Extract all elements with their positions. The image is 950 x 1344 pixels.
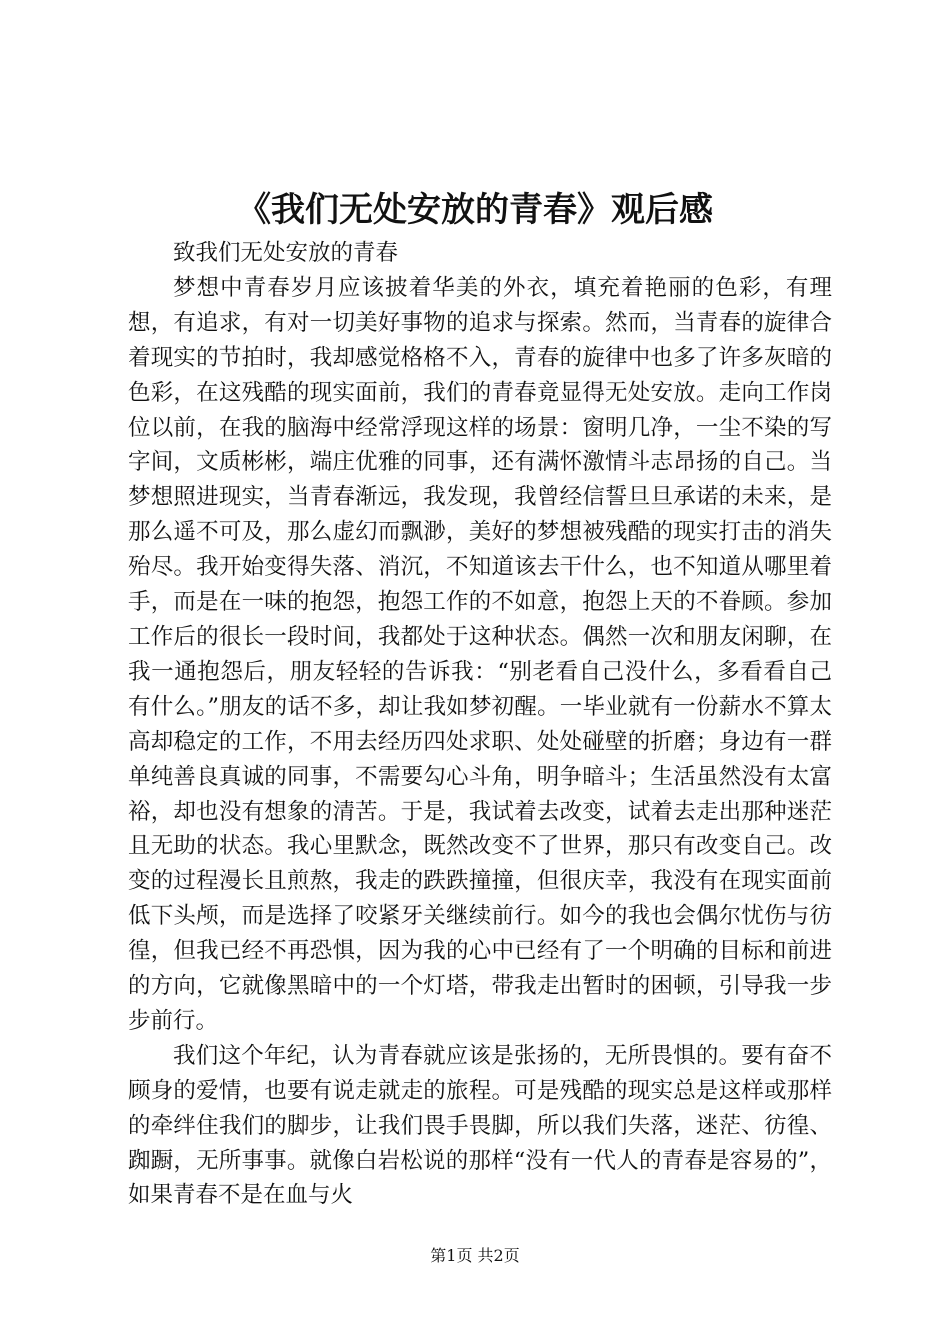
paragraph: 梦想中青春岁月应该披着华美的外衣，填充着艳丽的色彩，有理想，有追求，有对一切美好事物的追求与探索。然而，当青春的旋律合着现实的节拍时，我却感觉格格不入，青春的旋律中也多了许多灰暗的色彩，在这残酷的现实面前，我们的青春竟显得无处安放。走向工作岗位以前，在我的脑海中经常浮现这样的场景：窗明几净，一尘不染的写字间，文质彬彬，端庄优雅的同事，还有满怀激情斗志昂扬的自己。当梦想照进现实，当青春渐远，我发现，我曾经信誓旦旦承诺的未来，是那么遥不可及，那么虚幻而飘渺，美好的梦想被残酷的现实打击的消失殆尽。我开始变得失落、消沉，不知道该去干什么，也不知道从哪里着手，而是在一味的抱怨，抱怨工作的不如意，抱怨上天的不眷顾。参加工作后的很长一段时间，我都处于这种状态。偶然一次和朋友闲聊，在我一通抱怨后，朋友轻轻的告诉我：“别老看自己没什么，多看看自己有什么。”朋友的话不多，却让我如梦初醒。一毕业就有一份薪水不算太高却稳定的工作，不用去经历四处求职、处处碰壁的折磨；身边有一群单纯善良真诚的同事，不需要勾心斗角，明争暗斗；生活虽然没有太富裕，却也没有想象的清苦。于是，我试着去改变，试着去走出那种迷茫且无助的状态。我心里默念，既然改变不了世界，那只有改变自己。改变的过程漫长且煎熬，我走的跌跌撞撞，但很庆幸，我没有在现实面前低下头颅，而是选择了咬紧牙关继续前行。如今的我也会偶尔忧伤与彷徨，但我已经不再恐惧，因为我的心中已经有了一个明确的目标和前进的方向，它就像黑暗中的一个灯塔，带我走出暂时的困顿，引导我一步步前行。 xyxy=(128,274,832,1034)
paragraph: 我们这个年纪，认为青春就应该是张扬的，无所畏惧的。要有奋不顾身的爱情，也要有说走就走的旅程。可是残酷的现实总是这样或那样的牵绊住我们的脚步，让我们畏手畏脚，所以我们失落，迷茫、彷徨、踟蹰，无所事事。就像白岩松说的那样“没有一代人的青春是容易的”，如果青春不是在血与火 xyxy=(128,1042,832,1209)
paragraph-heading-line: 致我们无处安放的青春 xyxy=(173,240,399,266)
document-body xyxy=(128,236,832,1213)
page-footer: 第1页 共2页 xyxy=(430,1246,520,1265)
page-title: 《我们无处安放的青春》观后感 xyxy=(237,190,713,230)
